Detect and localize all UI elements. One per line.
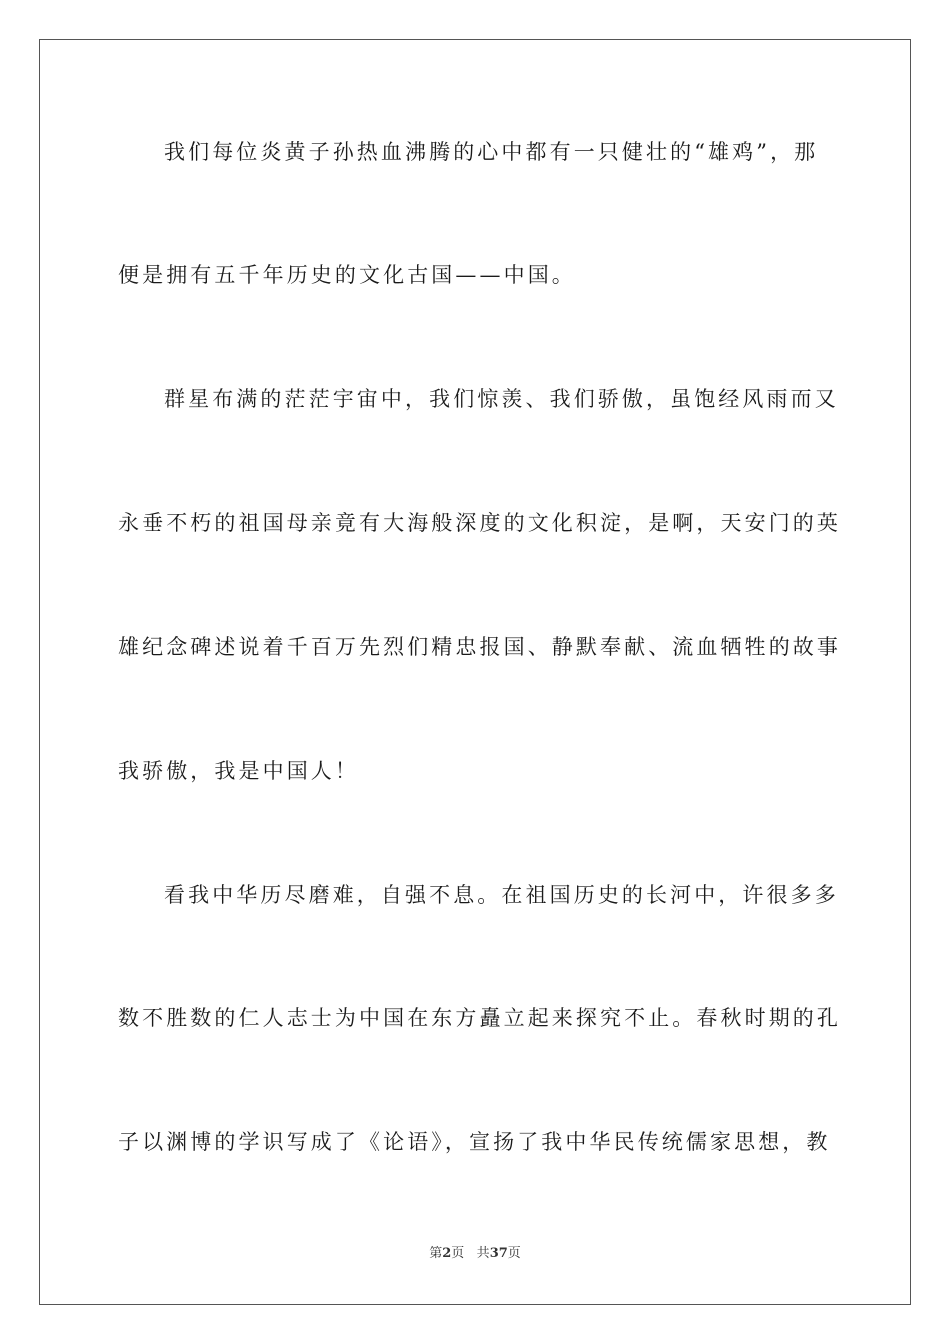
page-border xyxy=(39,39,911,1305)
paragraph-1-line-1: 我们每位炎黄子孙热血沸腾的心中都有一只健壮的“雄鸡”，那 xyxy=(164,140,819,164)
paragraph-2-line-1: 群星布满的茫茫宇宙中，我们惊羡、我们骄傲，虽饱经风雨而又 xyxy=(164,387,839,411)
paragraph-2-line-2: 永垂不朽的祖国母亲竟有大海般深度的文化积淀，是啊，天安门的英 xyxy=(118,511,841,535)
paragraph-2-line-4: 我骄傲，我是中国人！ xyxy=(118,759,359,783)
paragraph-3-line-2: 数不胜数的仁人志士为中国在东方矗立起来探究不止。春秋时期的孔 xyxy=(118,1006,841,1030)
paragraph-2-line-3: 雄纪念碑述说着千百万先烈们精忠报国、静默奉献、流血牺牲的故事 xyxy=(118,635,841,659)
page-footer xyxy=(0,1245,950,1263)
page-unit: 页 xyxy=(451,1246,465,1261)
total-unit: 页 xyxy=(507,1246,521,1261)
page-number: 2 xyxy=(442,1246,452,1261)
paragraph-3-line-1: 看我中华历尽磨难，自强不息。在祖国历史的长河中，许很多多 xyxy=(164,883,839,907)
paragraph-3-line-3: 子以渊博的学识写成了《论语》，宣扬了我中华民传统儒家思想，教 xyxy=(118,1130,831,1154)
total-pages: 37 xyxy=(489,1246,508,1261)
page-prefix: 第 xyxy=(429,1246,443,1261)
total-prefix: 共 xyxy=(476,1246,490,1261)
paragraph-1-line-2: 便是拥有五千年历史的文化古国——中国。 xyxy=(118,263,576,287)
